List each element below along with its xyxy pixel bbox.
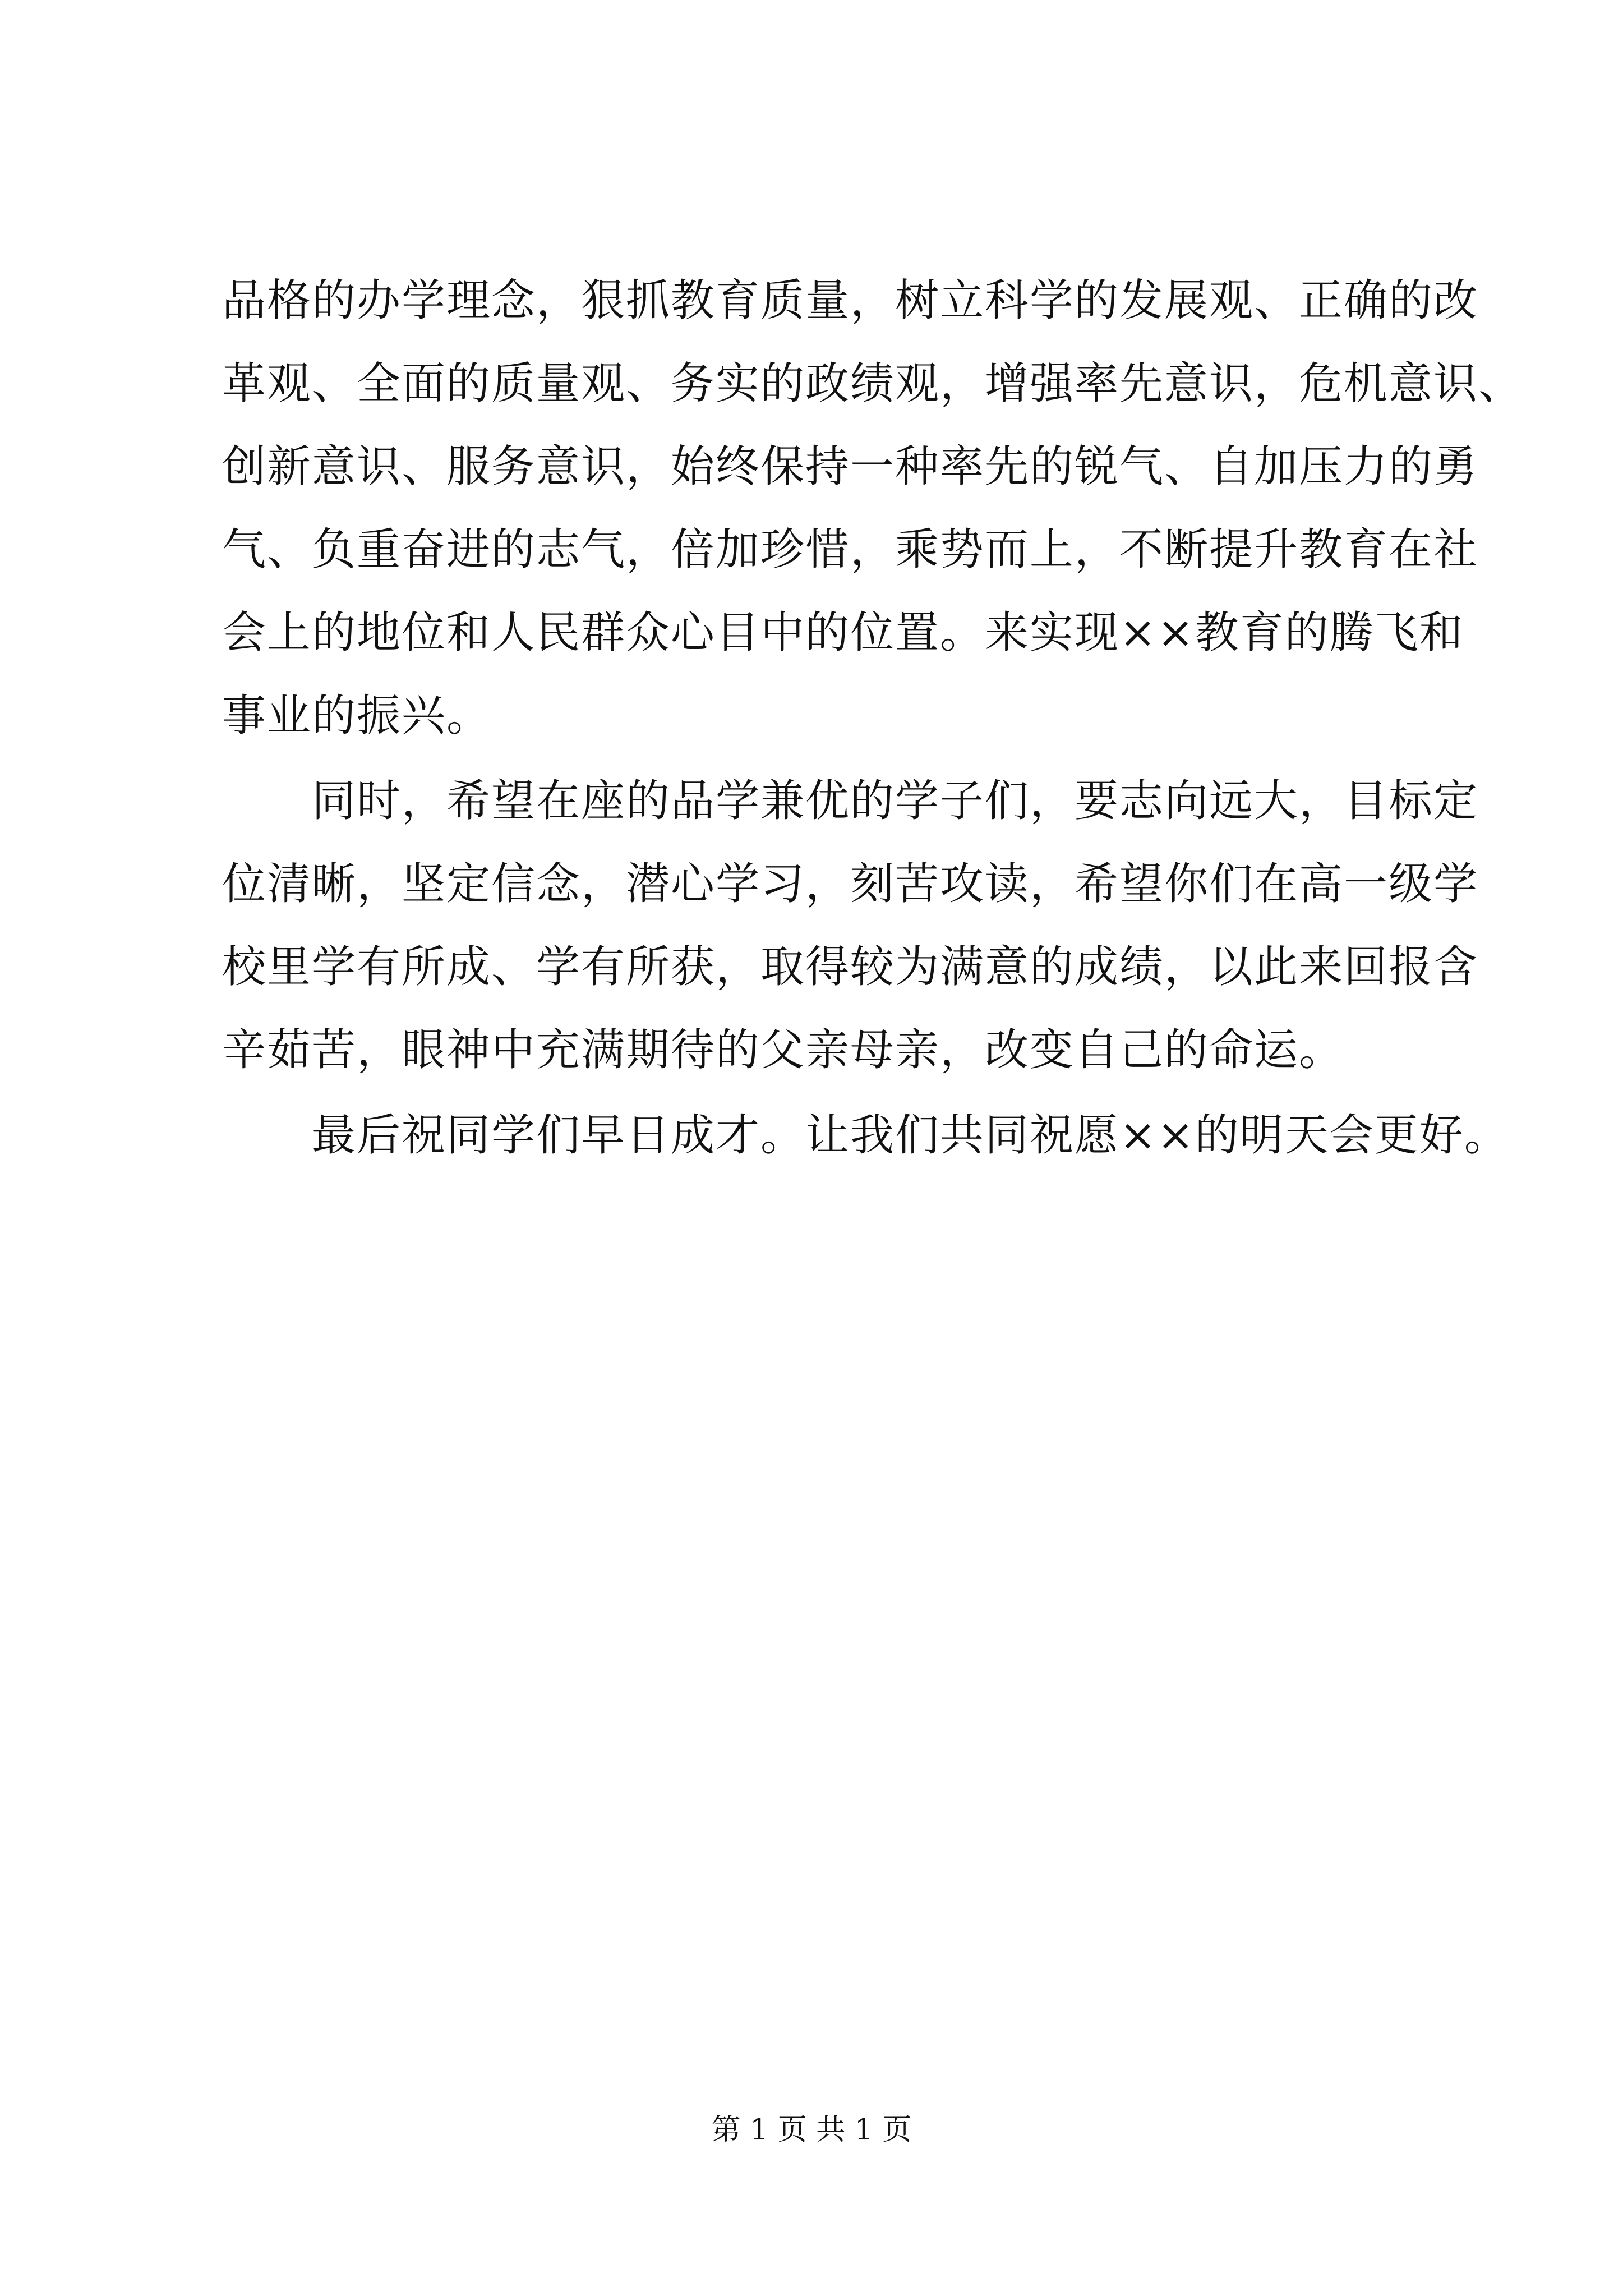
paragraph-1 (222, 259, 1524, 757)
paragraph-line: 同时，希望在座的品学兼优的学子们，要志向远大，目标定 (312, 776, 1479, 826)
paragraph-line: 气、负重奋进的志气，倍加珍惜，乘势而上，不断提升教育在社 (222, 524, 1479, 575)
paragraph-line: 创新意识、服务意识，始终保持一种率先的锐气、自加压力的勇 (222, 441, 1479, 492)
page-footer: 第 1 页 共 1 页 (711, 2113, 912, 2147)
paragraph-line: 会上的地位和人民群众心目中的位置。来实现××教育的腾飞和 (222, 608, 1464, 658)
document-body (222, 259, 1524, 1177)
paragraph-line: 位清晰，坚定信念，潜心学习，刻苦攻读，希望你们在高一级学 (222, 859, 1479, 909)
paragraph-2 (222, 760, 1479, 1092)
paragraph-line: 革观、全面的质量观、务实的政绩观，增强率先意识，危机意识、 (222, 358, 1524, 409)
paragraph-line: 校里学有所成、学有所获，取得较为满意的成绩，以此来回报含 (222, 942, 1479, 992)
paragraph-line: 品格的办学理念，狠抓教育质量，树立科学的发展观、正确的改 (222, 275, 1479, 326)
paragraph-line: 辛茹苦，眼神中充满期待的父亲母亲，改变自己的命运。 (222, 1025, 1344, 1075)
paragraph-3 (222, 1094, 1509, 1177)
paragraph-line: 事业的振兴。 (222, 691, 492, 741)
paragraph-line: 最后祝同学们早日成才。让我们共同祝愿××的明天会更好。 (312, 1110, 1509, 1161)
